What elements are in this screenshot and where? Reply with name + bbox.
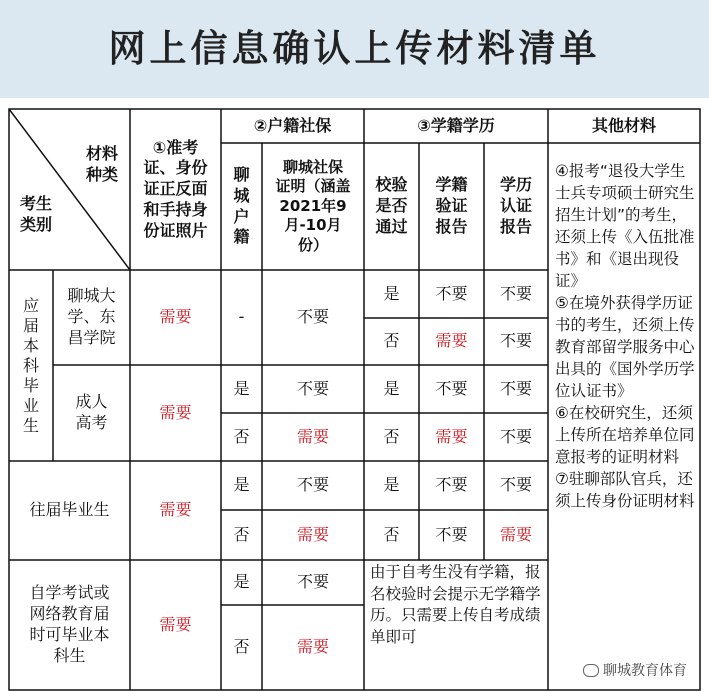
cell-social-r4a: 不要 — [296, 572, 329, 592]
row-cat-self-study: 自学考试或 网络教育届 时可毕业本 科生 — [29, 583, 110, 665]
cell-xueli-r2b: 不要 — [499, 426, 532, 446]
self-study-note: 由于自考生没有学籍，报名校验时会提示无学籍学历。只需要上传自考成绩单即可 — [370, 563, 541, 647]
diag-header-top: 材料 种类 — [85, 144, 118, 184]
cell-xueli-r2a: 不要 — [499, 378, 532, 398]
cell-social-r1: 不要 — [296, 307, 329, 327]
cell-social-r2a: 不要 — [296, 378, 329, 398]
watermark-text: 聊城教育体育 — [603, 663, 687, 679]
cell-hukou-r3a: 是 — [233, 475, 250, 495]
cell-social-r2b: 需要 — [296, 426, 329, 446]
row-cat-fresh-grad: 应 届 本 科 毕 业 生 — [22, 295, 39, 435]
other-materials: ④报考“退役大学生士兵专项硕士研究生招生计划”的考生，还须上传《入伍批准书》和《退出现役证》 ⑤在境外获得学历证书的考生，还须上传教育部留学服务中心出具的《国外学历学位认证书》 ⑥在校研究生，还须上传所在培养单位同意报考的证明材料 ⑦驻聊部队官兵，还须上传身份证明材料 — [555, 162, 695, 510]
chat-bubble-icon — [583, 664, 599, 677]
cell-xueji-r3a: 不要 — [435, 475, 468, 495]
cell-xueli-r1b: 不要 — [499, 331, 532, 351]
header-group4: 其他材料 — [591, 115, 656, 135]
header-group3: ③学籍学历 — [417, 115, 495, 135]
cell-xueji-r2b: 需要 — [435, 426, 468, 446]
cell-hukou-r3b: 否 — [233, 524, 250, 544]
cell-xueji-r2a: 不要 — [435, 378, 468, 398]
header-col3a: 校验 是否 通过 — [375, 175, 408, 236]
cell-col1-row3: 需要 — [159, 500, 192, 520]
header-col2b: 聊城社保 证明（涵盖 2021年9 月-10月 份） — [275, 157, 351, 254]
header-col3b: 学籍 验证 报告 — [435, 175, 468, 236]
cell-xueli-r3a: 不要 — [499, 475, 532, 495]
cell-check-r2a: 是 — [383, 378, 400, 398]
cell-check-r2b: 否 — [383, 426, 400, 446]
cell-xueli-r3b: 需要 — [499, 524, 532, 544]
cell-xueji-r3b: 不要 — [435, 524, 468, 544]
cell-xueji-r1b: 需要 — [435, 331, 468, 351]
row-sub-local-univ: 聊城大 学、东 昌学院 — [67, 286, 116, 347]
header-group2: ②户籍社保 — [253, 115, 332, 135]
cell-check-r1b: 否 — [383, 331, 400, 351]
cell-social-r3a: 不要 — [296, 475, 329, 495]
header-col1: ①准考 证、身份 证正反面 和手持身 份证照片 — [143, 137, 208, 240]
cell-hukou-r1: - — [238, 307, 245, 327]
cell-social-r4b: 需要 — [296, 637, 329, 657]
cell-col1-row2: 需要 — [159, 402, 192, 422]
cell-check-r3a: 是 — [383, 475, 400, 495]
cell-check-r1a: 是 — [383, 283, 400, 303]
cell-hukou-r2a: 是 — [233, 378, 250, 398]
row-cat-past-grad: 往届毕业生 — [29, 500, 110, 520]
cell-hukou-r4a: 是 — [233, 572, 250, 592]
cell-check-r3b: 否 — [383, 524, 400, 544]
diag-header-bottom: 考生 类别 — [19, 194, 52, 234]
cell-xueli-r1a: 不要 — [499, 283, 532, 303]
header-col2a: 聊 城 户 籍 — [233, 164, 250, 247]
cell-hukou-r4b: 否 — [233, 637, 250, 657]
header-col3c: 学历 认证 报告 — [499, 175, 532, 236]
watermark — [583, 660, 687, 680]
cell-col1-row1: 需要 — [159, 307, 192, 327]
page-title: 网上信息确认上传材料清单 — [108, 27, 601, 70]
cell-hukou-r2b: 否 — [233, 426, 250, 446]
row-sub-adult-exam: 成人 高考 — [75, 392, 108, 432]
cell-xueji-r1a: 不要 — [435, 283, 468, 303]
cell-col1-row4: 需要 — [159, 614, 192, 634]
cell-social-r3b: 需要 — [296, 524, 329, 544]
